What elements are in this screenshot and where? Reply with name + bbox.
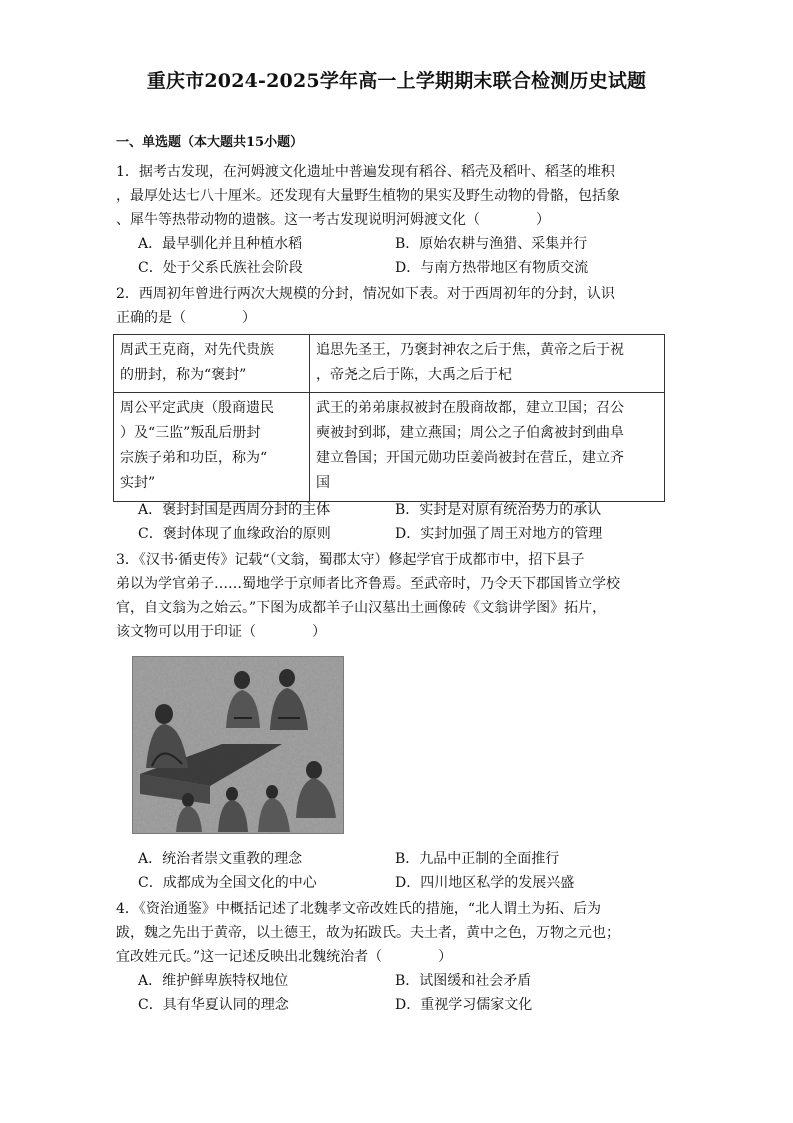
cell-line: 国 bbox=[316, 475, 330, 491]
q3-option-d: D．四川地区私学的发展兴盛 bbox=[395, 875, 575, 891]
q3-option-c: C．成都成为全国文化的中心 bbox=[138, 875, 317, 891]
table-cell bbox=[114, 393, 310, 502]
page-title: 重庆市2024-2025学年高一上学期期末联合检测历史试题 bbox=[146, 70, 647, 92]
q2-option-a: A．褒封封国是西周分封的主体 bbox=[138, 502, 331, 518]
table-row bbox=[114, 335, 665, 393]
cell-line: ，帝尧之后于陈，大禹之后于杞 bbox=[316, 367, 512, 383]
q1-option-d: D．与南方热带地区有物质交流 bbox=[395, 260, 589, 276]
cell-line: 实封” bbox=[120, 475, 156, 491]
q2-stem-line: 正确的是（ ） bbox=[116, 310, 256, 326]
q4-option-a: A．维护鲜卑族特权地位 bbox=[138, 973, 289, 989]
q3-stem-line: 官，自文翁为之始云。”下图为成都羊子山汉墓出土画像砖《文翁讲学图》拓片， bbox=[116, 600, 607, 616]
table-cell bbox=[310, 393, 665, 502]
cell-line: ）及“三监”叛乱后册封 bbox=[120, 425, 261, 441]
q3-option-a: A．统治者崇文重教的理念 bbox=[138, 851, 303, 867]
cell-line: 宗族子弟和功臣，称为“ bbox=[120, 450, 268, 466]
q3-stem-line: 该文物可以用于印证（ ） bbox=[116, 624, 326, 640]
q2-option-c: C．褒封体现了血缘政治的原则 bbox=[138, 526, 331, 542]
table-row bbox=[114, 393, 665, 502]
cell-line: 追思先圣王，乃褒封神农之后于焦，黄帝之后于祝 bbox=[316, 342, 624, 358]
table-cell bbox=[114, 335, 310, 393]
q1-stem-line: 1．据考古发现，在河姆渡文化遗址中普遍发现有稻谷、稻壳及稻叶、稻茎的堆积 bbox=[116, 164, 615, 180]
fengjian-table bbox=[113, 334, 665, 502]
q1-option-b: B．原始农耕与渔猎、采集并行 bbox=[395, 236, 588, 252]
q2-option-d: D．实封加强了周王对地方的管理 bbox=[395, 526, 603, 542]
cell-line: 奭被封到邶，建立燕国；周公之子伯禽被封到曲阜 bbox=[316, 425, 624, 441]
cell-line: 周公平定武庚（殷商遗民 bbox=[120, 400, 274, 416]
q4-option-b: B．试图缓和社会矛盾 bbox=[395, 973, 532, 989]
cell-line: 周武王克商，对先代贵族 bbox=[120, 342, 274, 358]
q1-option-a: A．最早驯化并且种植水稻 bbox=[138, 236, 303, 252]
q3-option-b: B．九品中正制的全面推行 bbox=[395, 851, 560, 867]
wenweng-lecture-rubbing-image bbox=[132, 656, 344, 834]
q4-option-c: C．具有华夏认同的理念 bbox=[138, 997, 289, 1013]
q4-stem-line: 跋，魏之先出于黄帝，以土德王，故为拓跋氏。夫土者，黄中之色，万物之元也； bbox=[116, 925, 620, 941]
cell-line: 建立鲁国；开国元勋功臣姜尚被封在营丘，建立齐 bbox=[316, 450, 624, 466]
cell-line: 武王的弟弟康叔被封在殷商故都，建立卫国；召公 bbox=[316, 400, 624, 416]
section-heading: 一、单选题（本大题共15小题） bbox=[116, 135, 304, 150]
q1-stem-line: 、犀牛等热带动物的遗骸。这一考古发现说明河姆渡文化（ ） bbox=[116, 212, 550, 228]
q3-stem-line: 弟以为学官弟子……蜀地学于京师者比齐鲁焉。至武帝时，乃令天下郡国皆立学校 bbox=[116, 576, 620, 592]
q2-option-b: B．实封是对原有统治势力的承认 bbox=[395, 502, 602, 518]
q1-stem-line: ，最厚处达七八十厘米。还发现有大量野生植物的果实及野生动物的骨骼，包括象 bbox=[116, 188, 620, 204]
q1-option-c: C．处于父系氏族社会阶段 bbox=[138, 260, 303, 276]
q2-stem-line: 2．西周初年曾进行两次大规模的分封，情况如下表。对于西周初年的分封，认识 bbox=[116, 286, 615, 302]
cell-line: 的册封，称为“褒封” bbox=[120, 367, 247, 383]
q4-stem-line: 宜改姓元氏。”这一记述反映出北魏统治者（ ） bbox=[116, 949, 453, 965]
q4-option-d: D．重视学习儒家文化 bbox=[395, 997, 533, 1013]
q4-stem-line: 4．《资治通鉴》中概括记述了北魏孝文帝改姓氏的措施，“北人谓土为拓、后为 bbox=[116, 901, 602, 917]
q3-stem-line: 3．《汉书·循吏传》记载“（文翁，蜀郡太守）修起学官于成都市中，招下县子 bbox=[116, 552, 585, 568]
table-cell bbox=[310, 335, 665, 393]
